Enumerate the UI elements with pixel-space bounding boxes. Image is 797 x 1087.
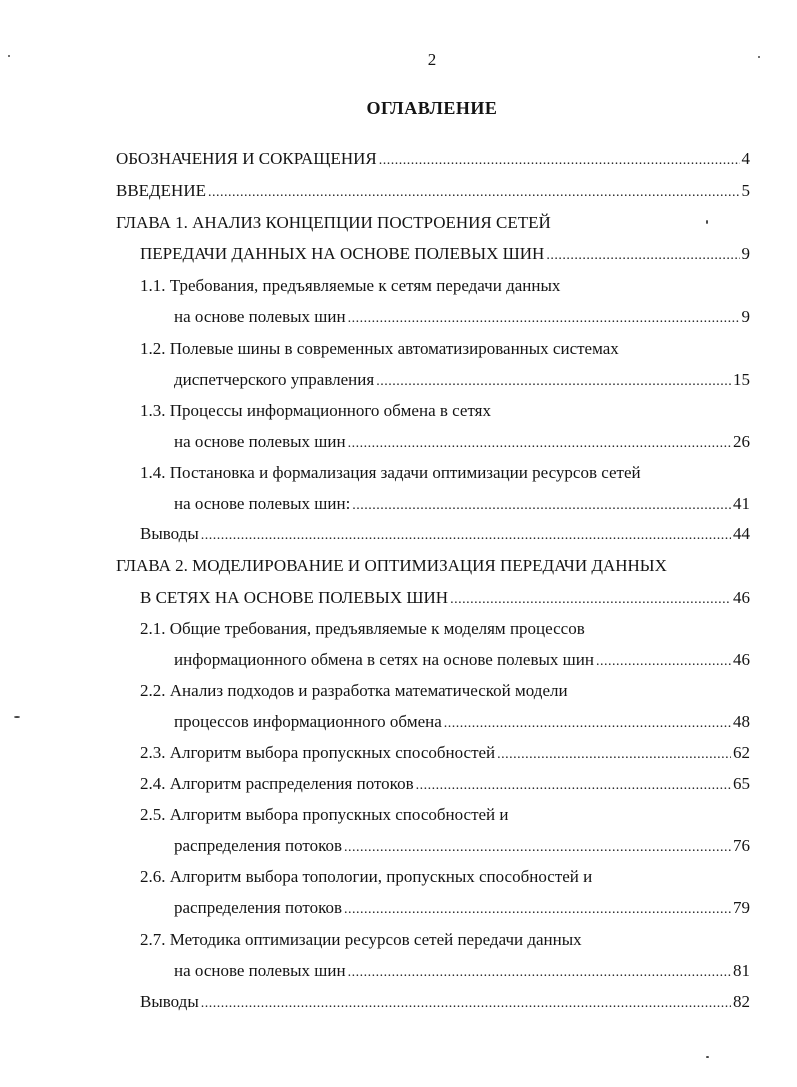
toc-entry-text: 2.7. Методика оптимизации ресурсов сетей передачи данных xyxy=(140,930,582,949)
leader-dots xyxy=(450,589,731,611)
toc-entry-page: 44 xyxy=(733,524,750,543)
toc-entry-text: 2.6. Алгоритм выбора топологии, пропускных способностей и xyxy=(140,867,593,886)
toc-entry-page: 5 xyxy=(741,181,750,200)
toc-chapter-1-line1[interactable] xyxy=(116,212,551,234)
scan-speck xyxy=(706,1056,709,1058)
toc-entry-text: ПЕРЕДАЧИ ДАННЫХ НА ОСНОВЕ ПОЛЕВЫХ ШИН xyxy=(140,244,545,263)
toc-entry-text: Выводы xyxy=(140,524,199,543)
leader-dots xyxy=(344,837,731,859)
leader-dots xyxy=(348,308,740,330)
leader-dots xyxy=(546,245,739,267)
toc-title: ОГЛАВЛЕНИЕ xyxy=(366,98,498,118)
toc-section-2-7-line1[interactable] xyxy=(140,929,582,951)
scan-speck xyxy=(14,716,20,718)
toc-entry-text: 1.3. Процессы информационного обмена в сетях xyxy=(140,401,491,420)
toc-section-2-3[interactable] xyxy=(140,742,750,764)
leader-dots xyxy=(208,182,740,204)
toc-section-2-6-line2[interactable] xyxy=(174,897,750,919)
toc-section-2-7-line2[interactable] xyxy=(174,960,750,982)
toc-entry-page: 65 xyxy=(733,774,750,793)
toc-entry-text: на основе полевых шин: xyxy=(174,494,351,513)
toc-entry-page: 46 xyxy=(733,588,750,607)
toc-chapter-2-line1[interactable] xyxy=(116,555,667,577)
leader-dots xyxy=(201,993,731,1015)
toc-entry-page: 79 xyxy=(733,898,750,917)
toc-section-2-1-line2[interactable] xyxy=(174,649,750,671)
toc-section-1-2-line1[interactable] xyxy=(140,338,619,360)
toc-chapter-2-line2[interactable] xyxy=(140,587,750,609)
leader-dots xyxy=(376,371,731,393)
toc-section-1-2-line2[interactable] xyxy=(174,369,750,391)
toc-section-2-4[interactable] xyxy=(140,773,750,795)
toc-section-2-1-line1[interactable] xyxy=(140,618,585,640)
toc-entry-text: на основе полевых шин xyxy=(174,432,346,451)
toc-chapter-1-line2[interactable] xyxy=(140,243,750,265)
toc-section-2-6-line1[interactable] xyxy=(140,866,592,888)
leader-dots xyxy=(497,744,731,766)
toc-entry-page: 9 xyxy=(741,244,750,263)
toc-entry-text: ГЛАВА 1. АНАЛИЗ КОНЦЕПЦИИ ПОСТРОЕНИЯ СЕТЕЙ xyxy=(116,213,551,232)
toc-entry-text: 1.4. Постановка и формализация задачи оптимизации ресурсов сетей xyxy=(140,463,641,482)
toc-entry-text: 2.1. Общие требования, предъявляемые к моделям процессов xyxy=(140,619,585,638)
toc-section-2-5-line1[interactable] xyxy=(140,804,509,826)
toc-entry-oboznacheniya[interactable] xyxy=(116,148,750,170)
toc-section-1-1-line1[interactable] xyxy=(140,275,560,297)
toc-entry-page: 62 xyxy=(733,743,750,762)
toc-entry-text: 1.2. Полевые шины в современных автоматизированных системах xyxy=(140,339,619,358)
toc-entry-text: на основе полевых шин xyxy=(174,307,346,326)
toc-section-2-2-line2[interactable] xyxy=(174,711,750,733)
page-number: 2 xyxy=(427,50,437,69)
toc-entry-text: ГЛАВА 2. МОДЕЛИРОВАНИЕ И ОПТИМИЗАЦИЯ ПЕРЕДАЧИ ДАННЫХ xyxy=(116,556,667,575)
leader-dots xyxy=(348,433,731,455)
toc-entry-vvedenie[interactable] xyxy=(116,180,750,202)
toc-entry-page: 4 xyxy=(741,149,750,168)
toc-section-2-2-line1[interactable] xyxy=(140,680,568,702)
leader-dots xyxy=(379,150,740,172)
toc-section-1-4-line1[interactable] xyxy=(140,462,641,484)
leader-dots xyxy=(444,713,731,735)
leader-dots xyxy=(416,775,731,797)
toc-entry-page: 82 xyxy=(733,992,750,1011)
toc-entry-text: 2.4. Алгоритм распределения потоков xyxy=(140,774,414,793)
toc-entry-text: ОБОЗНАЧЕНИЯ И СОКРАЩЕНИЯ xyxy=(116,149,377,168)
toc-section-1-1-line2[interactable] xyxy=(174,306,750,328)
toc-entry-text: Выводы xyxy=(140,992,199,1011)
toc-section-1-4-line2[interactable] xyxy=(174,493,750,515)
toc-entry-text: диспетчерского управления xyxy=(174,370,375,389)
toc-entry-text: В СЕТЯХ НА ОСНОВЕ ПОЛЕВЫХ ШИН xyxy=(140,588,449,607)
toc-entry-text: распределения потоков xyxy=(174,898,342,917)
toc-section-1-3-line2[interactable] xyxy=(174,431,750,453)
toc-entry-vyvody-1[interactable] xyxy=(140,523,750,545)
toc-entry-text: 1.1. Требования, предъявляемые к сетям передачи данных xyxy=(140,276,561,295)
toc-entry-text: 2.3. Алгоритм выбора пропускных способностей xyxy=(140,743,496,762)
scan-speck xyxy=(8,55,10,57)
toc-entry-text: процессов информационного обмена xyxy=(174,712,442,731)
toc-entry-page: 26 xyxy=(733,432,750,451)
leader-dots xyxy=(201,525,731,547)
scan-speck xyxy=(706,220,708,224)
toc-entry-vyvody-2[interactable] xyxy=(140,991,750,1013)
toc-entry-text: распределения потоков xyxy=(174,836,342,855)
toc-entry-page: 76 xyxy=(733,836,750,855)
toc-section-2-5-line2[interactable] xyxy=(174,835,750,857)
scan-speck xyxy=(758,56,760,58)
leader-dots xyxy=(596,651,731,673)
toc-entry-page: 81 xyxy=(733,961,750,980)
toc-entry-page: 9 xyxy=(741,307,750,326)
leader-dots xyxy=(348,962,731,984)
toc-entry-page: 46 xyxy=(733,650,750,669)
leader-dots xyxy=(352,495,731,517)
leader-dots xyxy=(344,899,731,921)
toc-entry-page: 15 xyxy=(733,370,750,389)
toc-entry-text: ВВЕДЕНИЕ xyxy=(116,181,206,200)
toc-entry-text: 2.5. Алгоритм выбора пропускных способностей и xyxy=(140,805,509,824)
toc-entry-text: на основе полевых шин xyxy=(174,961,346,980)
toc-entry-page: 41 xyxy=(733,494,750,513)
toc-entry-text: информационного обмена в сетях на основе полевых шин xyxy=(174,650,594,669)
toc-entry-text: 2.2. Анализ подходов и разработка математической модели xyxy=(140,681,568,700)
toc-entry-page: 48 xyxy=(733,712,750,731)
toc-section-1-3-line1[interactable] xyxy=(140,400,491,422)
